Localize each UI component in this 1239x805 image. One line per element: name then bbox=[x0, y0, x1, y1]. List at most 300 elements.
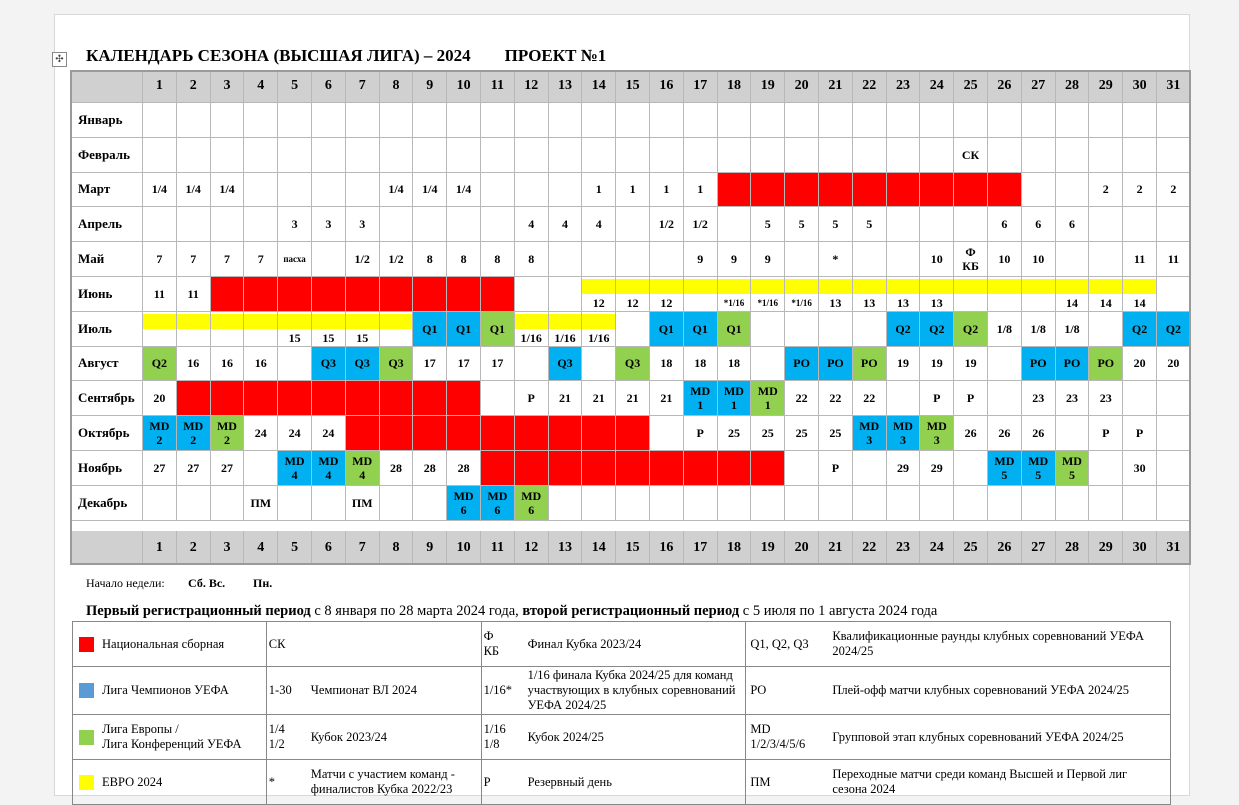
cell-value: 17 bbox=[457, 356, 470, 371]
day-cell bbox=[1157, 103, 1191, 138]
day-cell bbox=[988, 347, 1022, 382]
cell-value: 15 bbox=[288, 330, 301, 345]
euro-band bbox=[616, 279, 649, 294]
day-header: 16 bbox=[650, 70, 684, 103]
day-cell bbox=[413, 416, 447, 451]
day-cell bbox=[211, 416, 245, 451]
euro-band bbox=[988, 279, 1021, 294]
day-cell bbox=[413, 312, 447, 347]
day-cell bbox=[819, 242, 853, 277]
day-cell bbox=[785, 242, 819, 277]
day-footer: 29 bbox=[1089, 531, 1123, 565]
cell-value: MD 2 bbox=[216, 419, 237, 448]
day-cell bbox=[447, 381, 481, 416]
cell-value: MD 6 bbox=[521, 488, 542, 517]
day-cell bbox=[515, 416, 549, 451]
day-header: 20 bbox=[785, 70, 819, 103]
legend-star-value: Матчи с участием команд - финалистов Кубка 2022/23 bbox=[310, 767, 455, 796]
day-cell bbox=[143, 347, 177, 382]
day-cell bbox=[312, 277, 346, 312]
cell-value: 8 bbox=[460, 252, 467, 267]
day-cell bbox=[954, 451, 988, 486]
cell-value: 20 bbox=[153, 391, 166, 406]
cell-value: 22 bbox=[863, 391, 876, 406]
day-cell bbox=[1123, 347, 1157, 382]
day-cell bbox=[481, 138, 515, 173]
legend-116s-value: 1/16 финала Кубка 2024/25 для команд участвующих в клубных соревнований УЕФА 2024/25 bbox=[527, 668, 736, 712]
cell-value: 1/4 bbox=[219, 182, 235, 197]
cell-value: 7 bbox=[257, 252, 264, 267]
euro-band bbox=[920, 279, 953, 294]
day-cell bbox=[549, 242, 583, 277]
cell-value: 20 bbox=[1133, 356, 1146, 371]
month-label: Апрель bbox=[70, 207, 143, 242]
cell-value: Ф КБ bbox=[962, 245, 979, 274]
cell-value: 30 bbox=[1133, 460, 1146, 475]
euro-band bbox=[718, 279, 751, 294]
day-footer: 1 bbox=[143, 531, 177, 565]
day-cell bbox=[751, 173, 785, 208]
day-cell bbox=[177, 347, 211, 382]
cell-value: 4 bbox=[595, 217, 602, 232]
day-cell bbox=[380, 416, 414, 451]
day-cell bbox=[515, 347, 549, 382]
day-cell bbox=[211, 381, 245, 416]
day-footer: 16 bbox=[650, 531, 684, 565]
legend-national: Национальная сборная bbox=[102, 636, 225, 651]
day-cell bbox=[920, 451, 954, 486]
day-cell bbox=[853, 486, 887, 521]
cell-value: 15 bbox=[356, 330, 369, 345]
day-cell bbox=[380, 347, 414, 382]
day-cell bbox=[1089, 277, 1123, 312]
day-cell bbox=[616, 138, 650, 173]
day-cell bbox=[650, 277, 684, 312]
day-cell bbox=[312, 103, 346, 138]
day-cell bbox=[920, 242, 954, 277]
cell-value: 16 bbox=[220, 356, 233, 371]
day-cell bbox=[684, 242, 718, 277]
day-cell bbox=[1022, 207, 1056, 242]
day-cell bbox=[515, 451, 549, 486]
legend-ucl: Лига Чемпионов УЕФА bbox=[102, 683, 229, 698]
national-swatch-icon bbox=[79, 637, 94, 652]
cell-value: 11 bbox=[1167, 252, 1180, 267]
cell-value: Р bbox=[696, 426, 704, 441]
day-cell bbox=[954, 138, 988, 173]
day-cell bbox=[751, 347, 785, 382]
cell-value: 28 bbox=[457, 460, 470, 475]
day-cell bbox=[211, 138, 245, 173]
day-cell bbox=[853, 277, 887, 312]
day-cell bbox=[549, 451, 583, 486]
day-footer: 23 bbox=[887, 531, 921, 565]
day-cell bbox=[143, 277, 177, 312]
day-cell bbox=[718, 138, 752, 173]
day-cell bbox=[853, 138, 887, 173]
day-cell bbox=[211, 277, 245, 312]
day-cell bbox=[1123, 138, 1157, 173]
day-cell bbox=[1089, 416, 1123, 451]
day-cell bbox=[413, 277, 447, 312]
day-header: 17 bbox=[684, 70, 718, 103]
day-cell bbox=[447, 416, 481, 451]
cell-value: Q3 bbox=[354, 356, 370, 371]
day-cell bbox=[211, 451, 245, 486]
day-cell bbox=[447, 103, 481, 138]
cell-value: 1 bbox=[663, 182, 670, 197]
cell-value: 4 bbox=[561, 217, 568, 232]
day-footer: 7 bbox=[346, 531, 380, 565]
cell-value: 21 bbox=[626, 391, 639, 406]
day-cell bbox=[819, 416, 853, 451]
euro-band bbox=[346, 314, 379, 329]
day-cell bbox=[515, 277, 549, 312]
day-cell bbox=[853, 173, 887, 208]
cell-value: MD 3 bbox=[859, 419, 880, 448]
day-cell bbox=[887, 207, 921, 242]
day-cell bbox=[718, 486, 752, 521]
day-cell bbox=[278, 242, 312, 277]
day-cell bbox=[751, 103, 785, 138]
legend-116-key: 1/16 1/8 bbox=[483, 722, 506, 751]
day-header: 19 bbox=[751, 70, 785, 103]
day-cell bbox=[1022, 381, 1056, 416]
day-cell bbox=[481, 451, 515, 486]
day-footer: 21 bbox=[819, 531, 853, 565]
day-cell bbox=[616, 416, 650, 451]
reg-period-2-dates: с 5 июля по 1 августа 2024 года bbox=[739, 603, 938, 619]
day-cell bbox=[616, 173, 650, 208]
cell-value: 12 bbox=[592, 295, 605, 310]
day-cell bbox=[1157, 312, 1191, 347]
day-cell bbox=[278, 347, 312, 382]
day-cell bbox=[143, 312, 177, 347]
day-cell bbox=[751, 486, 785, 521]
day-cell bbox=[1056, 451, 1090, 486]
day-cell bbox=[988, 312, 1022, 347]
day-cell bbox=[549, 312, 583, 347]
day-footer: 20 bbox=[785, 531, 819, 565]
day-cell bbox=[650, 381, 684, 416]
day-cell bbox=[751, 277, 785, 312]
day-header: 31 bbox=[1157, 70, 1191, 103]
cell-value: 10 bbox=[930, 252, 943, 267]
day-cell bbox=[143, 103, 177, 138]
day-cell bbox=[751, 242, 785, 277]
cell-value: * bbox=[832, 252, 839, 267]
day-cell bbox=[481, 277, 515, 312]
day-cell bbox=[616, 381, 650, 416]
day-cell bbox=[1056, 277, 1090, 312]
day-cell bbox=[447, 207, 481, 242]
day-cell bbox=[853, 312, 887, 347]
day-cell bbox=[920, 381, 954, 416]
cell-value: Р bbox=[1102, 426, 1110, 441]
cell-value: *1/16 bbox=[791, 297, 812, 308]
cell-value: 3 bbox=[291, 217, 298, 232]
day-header: 28 bbox=[1056, 70, 1090, 103]
day-cell bbox=[616, 347, 650, 382]
euro-band bbox=[380, 314, 413, 329]
day-cell bbox=[549, 416, 583, 451]
cell-value: 23 bbox=[1032, 391, 1045, 406]
day-cell bbox=[684, 451, 718, 486]
day-cell bbox=[684, 277, 718, 312]
day-cell bbox=[751, 381, 785, 416]
day-header: 15 bbox=[616, 70, 650, 103]
day-footer: 26 bbox=[988, 531, 1022, 565]
day-cell bbox=[244, 486, 278, 521]
cell-value: 16 bbox=[187, 356, 200, 371]
day-cell bbox=[278, 277, 312, 312]
cell-value: 27 bbox=[153, 460, 166, 475]
cell-value: MD 4 bbox=[318, 453, 339, 482]
day-cell bbox=[650, 486, 684, 521]
cell-value: 28 bbox=[389, 460, 402, 475]
month-label: Май bbox=[70, 242, 143, 277]
cell-value: MD 2 bbox=[183, 419, 204, 448]
day-footer: 27 bbox=[1022, 531, 1056, 565]
cell-value: 1/2 bbox=[388, 252, 404, 267]
day-cell bbox=[380, 277, 414, 312]
cell-value: 8 bbox=[528, 252, 535, 267]
day-header: 30 bbox=[1123, 70, 1157, 103]
day-cell bbox=[211, 242, 245, 277]
day-cell bbox=[346, 347, 380, 382]
day-cell bbox=[211, 173, 245, 208]
day-cell bbox=[1123, 312, 1157, 347]
day-cell bbox=[1089, 138, 1123, 173]
cell-value: 1 bbox=[629, 182, 636, 197]
cell-value: 18 bbox=[660, 356, 673, 371]
day-cell bbox=[346, 207, 380, 242]
day-cell bbox=[785, 173, 819, 208]
move-anchor-icon[interactable]: ✣ bbox=[52, 52, 67, 67]
day-cell bbox=[887, 173, 921, 208]
day-cell bbox=[447, 173, 481, 208]
cell-value: PO bbox=[793, 356, 810, 371]
day-cell bbox=[718, 207, 752, 242]
day-cell bbox=[582, 277, 616, 312]
day-footer: 12 bbox=[515, 531, 549, 565]
day-cell bbox=[616, 242, 650, 277]
day-cell bbox=[177, 242, 211, 277]
cell-value: 21 bbox=[592, 391, 605, 406]
cell-value: 5 bbox=[866, 217, 873, 232]
day-cell bbox=[650, 451, 684, 486]
day-header: 8 bbox=[380, 70, 414, 103]
cell-value: 21 bbox=[660, 391, 673, 406]
day-cell bbox=[346, 451, 380, 486]
legend-uel: Лига Европы / Лига Конференций УЕФА bbox=[102, 722, 242, 751]
legend-table bbox=[72, 621, 1171, 805]
cell-value: 17 bbox=[491, 356, 504, 371]
legend-po-value: Плей-офф матчи клубных соревнований УЕФА 2024/25 bbox=[832, 683, 1129, 698]
cell-value: пасха bbox=[283, 254, 306, 265]
legend-q-key: Q1, Q2, Q3 bbox=[750, 636, 809, 651]
cell-value: 7 bbox=[223, 252, 230, 267]
day-cell bbox=[1157, 451, 1191, 486]
day-cell bbox=[177, 207, 211, 242]
day-cell bbox=[515, 138, 549, 173]
day-cell bbox=[785, 486, 819, 521]
day-cell bbox=[481, 347, 515, 382]
cell-value: 2 bbox=[1102, 182, 1109, 197]
cell-value: 25 bbox=[761, 426, 774, 441]
day-cell bbox=[887, 277, 921, 312]
day-cell bbox=[751, 312, 785, 347]
day-cell bbox=[481, 242, 515, 277]
cell-value: MD 5 bbox=[1028, 453, 1049, 482]
euro-band bbox=[785, 279, 818, 294]
cell-value: PO bbox=[827, 356, 844, 371]
day-cell bbox=[413, 207, 447, 242]
cell-value: 1/2 bbox=[658, 217, 675, 232]
day-cell bbox=[278, 207, 312, 242]
day-cell bbox=[1022, 451, 1056, 486]
day-cell bbox=[143, 173, 177, 208]
day-cell bbox=[278, 416, 312, 451]
cell-value: 5 bbox=[764, 217, 771, 232]
cell-value: *1/16 bbox=[757, 297, 779, 308]
day-header: 1 bbox=[143, 70, 177, 103]
day-cell bbox=[481, 381, 515, 416]
day-cell bbox=[988, 173, 1022, 208]
day-cell bbox=[380, 381, 414, 416]
legend-pm-key: ПМ bbox=[750, 774, 771, 789]
day-cell bbox=[177, 173, 211, 208]
cell-value: 20 bbox=[1167, 356, 1180, 371]
cell-value: MD 3 bbox=[892, 419, 913, 448]
day-cell bbox=[819, 347, 853, 382]
day-cell bbox=[549, 347, 583, 382]
day-cell bbox=[413, 451, 447, 486]
day-cell bbox=[447, 138, 481, 173]
euro-swatch-icon bbox=[79, 775, 94, 790]
cell-value: 1/16 bbox=[520, 330, 542, 345]
day-cell bbox=[582, 138, 616, 173]
legend-116s-key: 1/16* bbox=[483, 683, 513, 697]
day-header: 22 bbox=[853, 70, 887, 103]
day-cell bbox=[616, 207, 650, 242]
day-cell bbox=[819, 103, 853, 138]
cell-value: MD 4 bbox=[352, 453, 373, 482]
euro-band bbox=[819, 279, 852, 294]
day-cell bbox=[988, 416, 1022, 451]
day-cell bbox=[954, 381, 988, 416]
day-cell bbox=[312, 486, 346, 521]
day-cell bbox=[650, 103, 684, 138]
day-cell bbox=[582, 173, 616, 208]
day-cell bbox=[312, 347, 346, 382]
day-cell bbox=[1022, 486, 1056, 521]
day-footer: 30 bbox=[1123, 531, 1157, 565]
day-cell bbox=[616, 312, 650, 347]
day-cell bbox=[244, 138, 278, 173]
cell-value: 14 bbox=[1065, 295, 1078, 310]
day-cell bbox=[616, 277, 650, 312]
cell-value: 21 bbox=[558, 391, 571, 406]
day-cell bbox=[684, 103, 718, 138]
day-cell bbox=[413, 381, 447, 416]
cell-value: 6 bbox=[1068, 217, 1075, 232]
day-cell bbox=[143, 381, 177, 416]
day-cell bbox=[1157, 277, 1191, 312]
cell-value: СК bbox=[961, 147, 980, 162]
page-title: КАЛЕНДАРЬ СЕЗОНА (ВЫСШАЯ ЛИГА) – 2024 ПРОЕКТ №1 bbox=[86, 46, 607, 65]
day-cell bbox=[177, 381, 211, 416]
day-header: 25 bbox=[954, 70, 988, 103]
day-cell bbox=[312, 207, 346, 242]
day-cell bbox=[244, 312, 278, 347]
day-cell bbox=[278, 173, 312, 208]
day-cell bbox=[244, 173, 278, 208]
cell-value: 13 bbox=[930, 295, 943, 310]
week-sat-sun: Сб. Вс. bbox=[188, 576, 226, 590]
day-cell bbox=[177, 138, 211, 173]
day-cell bbox=[718, 381, 752, 416]
cell-value: 2 bbox=[1170, 182, 1177, 197]
day-cell bbox=[920, 138, 954, 173]
cell-value: 5 bbox=[798, 217, 805, 232]
day-cell bbox=[1022, 312, 1056, 347]
day-cell bbox=[1157, 416, 1191, 451]
day-cell bbox=[380, 207, 414, 242]
week-mon: Пн. bbox=[253, 576, 273, 590]
cell-value: ПМ bbox=[351, 495, 373, 510]
day-footer: 31 bbox=[1157, 531, 1191, 565]
footer-corner bbox=[70, 531, 143, 565]
day-cell bbox=[887, 381, 921, 416]
day-cell bbox=[1157, 347, 1191, 382]
cell-value: 18 bbox=[694, 356, 707, 371]
cell-value: Р bbox=[966, 391, 975, 406]
day-cell bbox=[549, 381, 583, 416]
day-cell bbox=[988, 207, 1022, 242]
day-header: 29 bbox=[1089, 70, 1123, 103]
day-cell bbox=[684, 138, 718, 173]
day-footer: 28 bbox=[1056, 531, 1090, 565]
reg-period-1-title: Первый регистрационный период bbox=[86, 603, 311, 619]
day-cell bbox=[718, 451, 752, 486]
cell-value: MD 2 bbox=[149, 419, 170, 448]
day-cell bbox=[346, 416, 380, 451]
day-cell bbox=[954, 173, 988, 208]
cell-value: 26 bbox=[964, 426, 977, 441]
day-cell bbox=[278, 451, 312, 486]
cell-value: 25 bbox=[829, 426, 842, 441]
cell-value: 15 bbox=[322, 330, 335, 345]
cell-value: Q1 bbox=[692, 321, 708, 336]
day-cell bbox=[616, 486, 650, 521]
legend-fkb-key: Ф КБ bbox=[483, 629, 500, 658]
day-footer: 8 bbox=[380, 531, 414, 565]
day-cell bbox=[650, 173, 684, 208]
day-cell bbox=[920, 103, 954, 138]
cell-value: 22 bbox=[795, 391, 808, 406]
euro-band bbox=[278, 314, 311, 329]
day-cell bbox=[549, 138, 583, 173]
day-cell bbox=[1056, 486, 1090, 521]
day-header: 9 bbox=[413, 70, 447, 103]
day-cell bbox=[920, 486, 954, 521]
day-cell bbox=[954, 347, 988, 382]
day-cell bbox=[1123, 416, 1157, 451]
day-cell bbox=[177, 451, 211, 486]
day-cell bbox=[819, 138, 853, 173]
day-cell bbox=[549, 207, 583, 242]
